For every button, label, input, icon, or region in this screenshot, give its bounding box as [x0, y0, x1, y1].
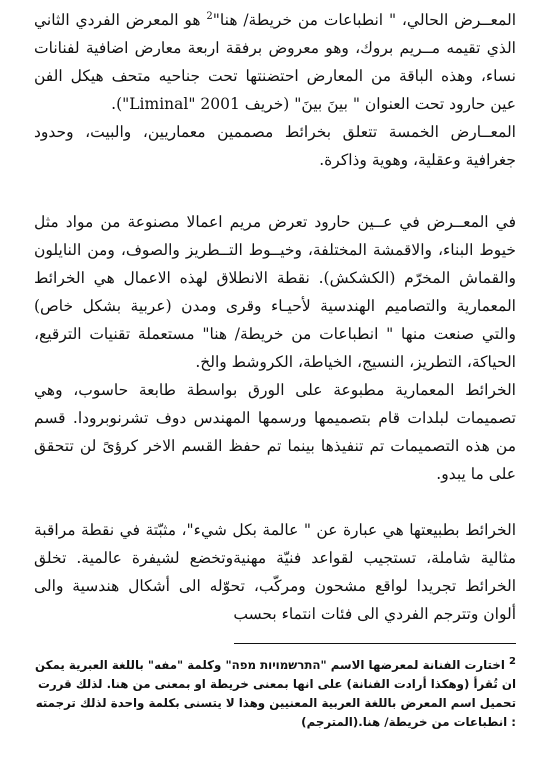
- footnote-text: اختارت الفنانة لمعرضها الاسم "התרשמויות מפה" وكلمة "مفه" باللغة العبرية يمكن ان تُقرأ (وهكذا أرادت الفنانة) على انها بمعنى خريطة او بمعنى من هنا. لذلك قررت تحميل اسم المعرض باللغة العربية المعنيين وهذا لا يتسنى بكلمة واحدة لذلك ترجمته : انطباعات من خريطة/ هنا.(المترجم): [35, 658, 516, 729]
- footnote-divider: [234, 643, 516, 644]
- intro-text-rest: هو المعرض الفردي الثاني الذي تقيمه مــريم بروك، وهو معروض برفقة اربعة معارض اضافية لفنانات نساء، وهذه الباقة من المعارض احتضنتها تحت جناحيه متحف هيكل الفن عين حارود تحت العنوان " بينَ بينَ" (خريف 2001 "Liminal").: [34, 11, 516, 113]
- paragraph-maps-nature: الخرائط بطبيعتها هي عبارة عن " عالمة بكل شيء"، مثبّتة في نقطة مراقبة مثالية شاملة، تستجيب لقواعد فنيّة مهنيةوتخضع لشيفرة عالمية. تخلق الخرائط تجريدا لواقع مشحون ومركّب، تحوّله الى أشكال هندسية والى ألوان وتترجم الفردي الى فئات انتماء بحسب: [34, 521, 516, 623]
- paragraph-architectural-maps: الخرائط المعمارية مطبوعة على الورق بواسطة طابعة حاسوب، وهي تصميمات لبلدات قام بتصميمها ورسمها المهندس دوف تشرنوبرودا. قسم من هذه التصميمات تم تنفيذها بينما تم حفظ القسم الاخر كرؤىً لن تتحقق على ما يبدو.: [34, 381, 516, 483]
- intro-text-start: المعــرض الحالي، " انطباعات من خريطة/ هنا": [212, 11, 516, 29]
- paragraph-five-exhibitions: المعــارض الخمسة تتعلق بخرائط مصممين معماريين، والبيت، وحدود جغرافية وعقلية، وهوية وذاكرة.: [34, 123, 516, 169]
- footnote: [34, 656, 516, 732]
- paragraph-materials: في المعــرض في عــين حارود تعرض مريم اعمالا مصنوعة من مواد مثل خيوط البناء، والاقمشة المختلفة، وخيــوط التــطريز والصوف، ومن النايلون والقماش المخرّم (الكشكش). نقطة الانطلاق لهذه الاعمال هي الخرائط المعمارية والتصاميم الهندسية لأحيـاء وقرى ومدن (عربية بشكل خاص) والتي صنعت منها " انطباعات من خريطة/ هنا" مستعملة تقنيات الترقيع، الحياكة، التطريز، النسيج، الخياطة، الكروشط والخ.: [34, 213, 516, 371]
- document-page: [34, 6, 516, 761]
- paragraph-exhibition-intro: [34, 6, 516, 118]
- footnote-marker: 2: [509, 656, 516, 668]
- footnote-reference: 2: [206, 10, 213, 22]
